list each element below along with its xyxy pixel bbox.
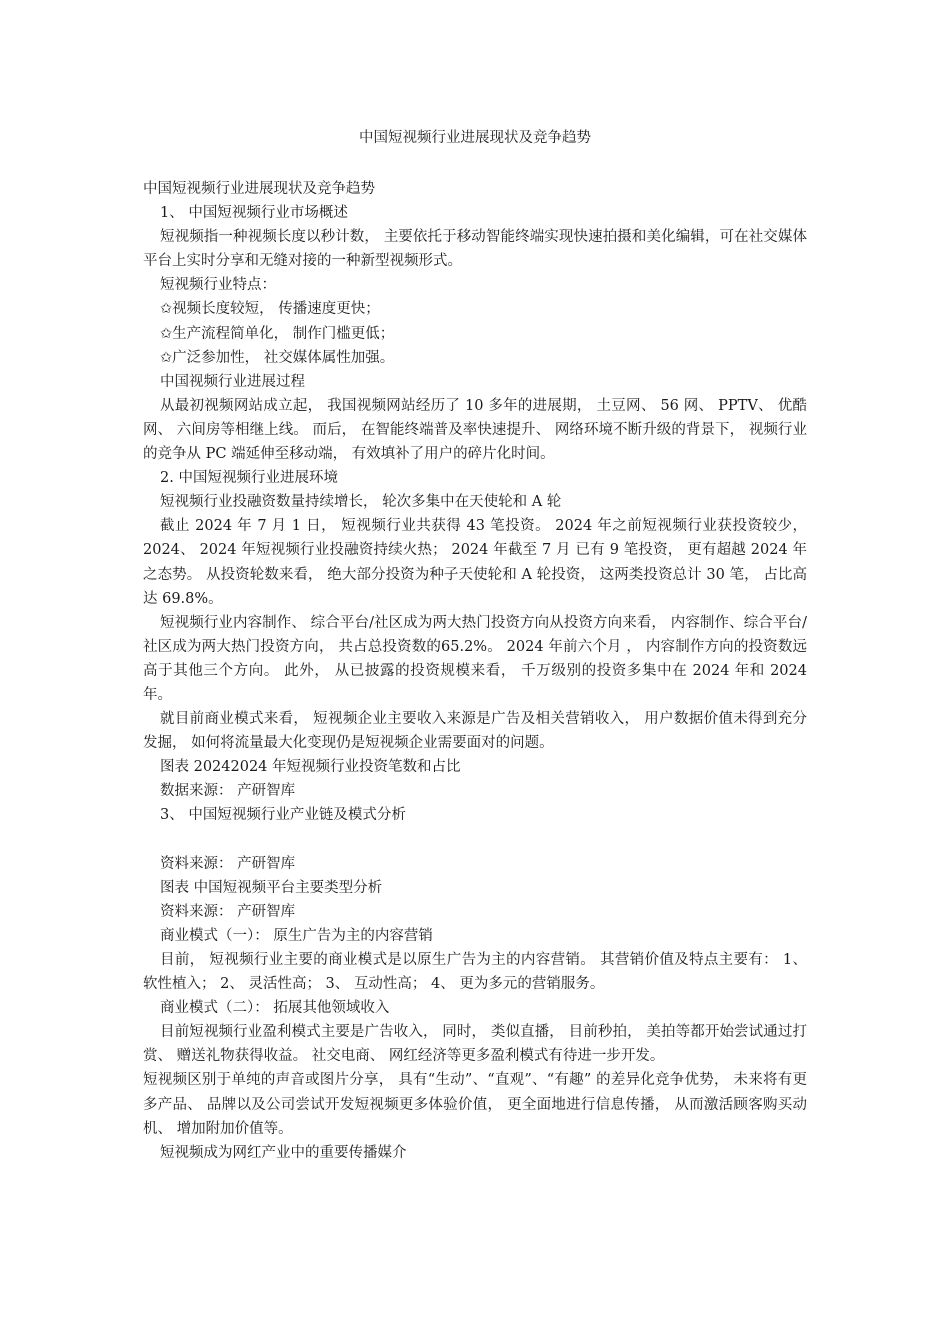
business-model-1-heading: 商业模式（一）： 原生广告为主的内容营销 xyxy=(160,927,433,944)
paragraph-business-model: 就目前商业模式来看， 短视频企业主要收入来源是广告及相关营销收入， 用户数据价值未得到充分发掘， 如何将流量最大化变现仍是短视频企业需要面对的问题。 xyxy=(143,711,807,752)
document-body xyxy=(143,177,807,1165)
feature-item-3: ✩广泛参加性， 社交媒体属性加强。 xyxy=(160,349,395,366)
paragraph-investment: 截止 2024 年 7 月 1 日， 短视频行业共获得 43 笔投资。 2024 年之前短视频行业获投资较少， 2024、 2024 年短视频行业投融资持续火热； 2024 年截至 7 月 已有 9 笔投资， 更有超越 2024 年之态势。 从投资轮数来看， 绝大部分投资为种子天使轮和 A 轮投资， 这两类投资总计 30 笔， 占比高达 69.8%。 xyxy=(143,518,807,607)
blank-line xyxy=(143,828,807,852)
section-heading-2: 2. 中国短视频行业进展环境 xyxy=(160,470,338,487)
paragraph-differentiation: 短视频区别于单纯的声音或图片分享， 具有“生动”、“直观”、“有趣” 的差异化竞争优势， 未来将有更多产品、 品牌以及公司尝试开发短视频更多体验价值， 更全面地进行信息传播， 从而激活顾客购买动机、 增加附加价值等。 xyxy=(143,1072,807,1137)
source-note-1: 数据来源： 产研智库 xyxy=(160,783,296,800)
paragraph-investment-direction: 短视频行业内容制作、 综合平台/社区成为两大热门投资方向从投资方向来看， 内容制作、综合平台/社区成为两大热门投资方向， 共占总投资数的65.2%。 2024 年前六个月 ， 内容制作方向的投资数远高于其他三个方向。 此外， 从已披露的投资规模来看， 千万级别的投资多集中在 2024 年和 2024 年。 xyxy=(143,614,807,703)
closing-heading: 短视频成为网红产业中的重要传播媒介 xyxy=(160,1144,407,1161)
business-model-2-heading: 商业模式（二）： 拓展其他领域收入 xyxy=(160,1000,390,1017)
feature-item-1: ✩视频长度较短， 传播速度更快； xyxy=(160,301,380,318)
investment-heading: 短视频行业投融资数量持续增长， 轮次多集中在天使轮和 A 轮 xyxy=(160,494,562,511)
section-heading-1: 1、 中国短视频行业市场概述 xyxy=(160,205,348,222)
paragraph-business-model-1: 目前， 短视频行业主要的商业模式是以原生广告为主的内容营销。 其营销价值及特点主要有： 1、 软性植入； 2、 灵活性高； 3、 互动性高； 4、 更为多元的营销服务。 xyxy=(143,952,807,993)
paragraph-history: 从最初视频网站成立起， 我国视频网站经历了 10 多年的进展期， 土豆网、 56 网、 PPTV、 优酷网、 六间房等相继上线。 而后， 在智能终端普及率快速提升、 网络环境不断升级的背景下， 视频行业的竞争从 PC 端延伸至移动端， 有效填补了用户的碎片化时间。 xyxy=(143,397,807,463)
body-heading: 中国短视频行业进展现状及竞争趋势 xyxy=(143,181,375,197)
source-note-2: 资料来源： 产研智库 xyxy=(160,855,296,872)
features-heading: 短视频行业特点： xyxy=(160,277,276,294)
section-heading-3: 3、 中国短视频行业产业链及模式分析 xyxy=(160,807,406,824)
figure-caption-2: 图表 中国短视频平台主要类型分析 xyxy=(160,879,383,896)
document-title: 中国短视频行业进展现状及竞争趋势 xyxy=(359,130,591,146)
source-note-3: 资料来源： 产研智库 xyxy=(160,903,296,920)
feature-item-2: ✩生产流程简单化， 制作门槛更低； xyxy=(160,325,395,342)
history-heading: 中国视频行业进展过程 xyxy=(160,373,305,390)
figure-caption-1: 图表 20242024 年短视频行业投资笔数和占比 xyxy=(160,759,461,776)
paragraph-business-model-2: 目前短视频行业盈利模式主要是广告收入， 同时， 类似直播， 目前秒拍， 美拍等都开始尝试通过打赏、 赠送礼物获得收益。 社交电商、 网红经济等更多盈利模式有待进一步开发。 xyxy=(143,1024,807,1065)
paragraph-definition: 短视频指一种视频长度以秒计数， 主要依托于移动智能终端实现快速拍摄和美化编辑，可在社交媒体平台上实时分享和无缝对接的一种新型视频形式。 xyxy=(143,229,807,270)
